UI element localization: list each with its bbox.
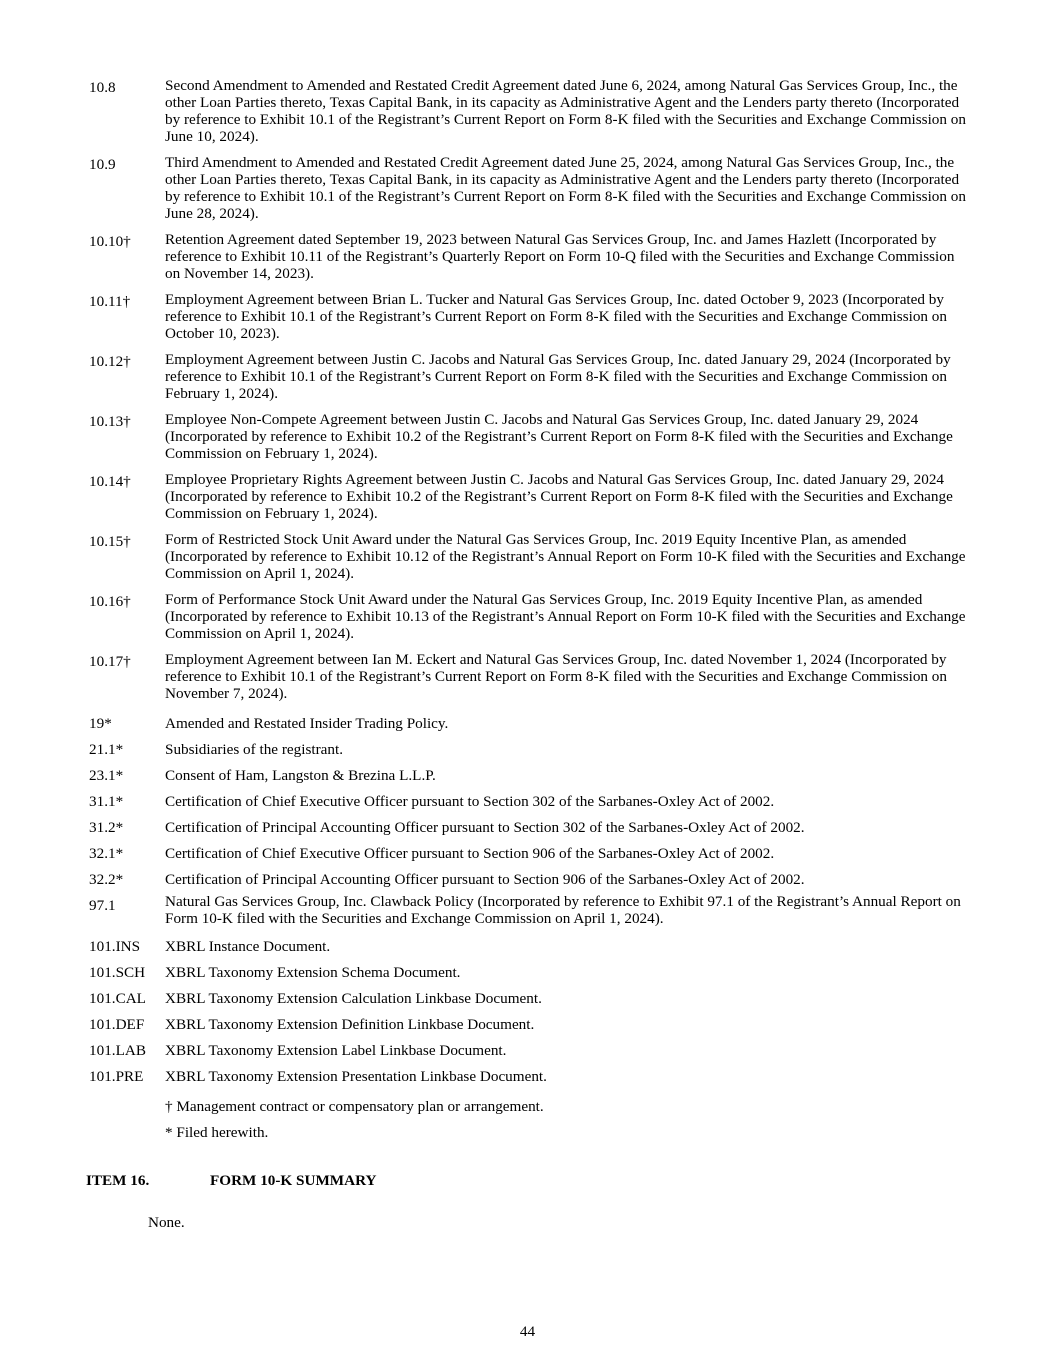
exhibit-row bbox=[89, 154, 969, 222]
exhibit-number: 101.LAB bbox=[89, 1042, 146, 1059]
exhibit-description: Employee Non-Compete Agreement between Justin C. Jacobs and Natural Gas Services Group, Inc. dated January 29, 2024 (Incorporated by reference to Exhibit 10.2 of the Registrant’s Current Report on Form 8-K filed with the Securities and Exchange Commission on February 1, 2024). bbox=[165, 411, 953, 462]
exhibit-number: 101.DEF bbox=[89, 1016, 145, 1033]
exhibit-number: 32.2* bbox=[89, 871, 124, 888]
exhibit-description: Natural Gas Services Group, Inc. Clawback Policy (Incorporated by reference to Exhibit 97.1 of the Registrant’s Annual Report on Form 10-K filed with the Securities and Exchange Commission on April 1, 2024). bbox=[165, 893, 961, 927]
exhibit-number: 101.PRE bbox=[89, 1068, 144, 1085]
exhibit-number: 97.1 bbox=[89, 897, 116, 914]
exhibit-description: Employment Agreement between Justin C. Jacobs and Natural Gas Services Group, Inc. dated January 29, 2024 (Incorporated by reference to Exhibit 10.1 of the Registrant’s Current Report on Form 8-K filed with the Securities and Exchange Commission on February 1, 2024). bbox=[165, 351, 951, 402]
exhibit-description: XBRL Taxonomy Extension Definition Linkbase Document. bbox=[165, 1016, 535, 1033]
exhibit-number: 21.1* bbox=[89, 741, 124, 758]
footnotes bbox=[165, 1094, 544, 1146]
exhibit-number: 10.8 bbox=[89, 79, 116, 96]
item-number: ITEM 16. bbox=[86, 1172, 150, 1189]
exhibit-row bbox=[89, 351, 969, 402]
exhibit-description: Certification of Chief Executive Officer pursuant to Section 906 of the Sarbanes-Oxley Act of 2002. bbox=[165, 845, 775, 862]
exhibit-number: 19* bbox=[89, 715, 112, 732]
exhibit-description: Third Amendment to Amended and Restated Credit Agreement dated June 25, 2024, among Natural Gas Services Group, Inc., the other Loan Parties thereto, Texas Capital Bank, in its capacity as Administrative Agent and the Lenders party thereto (Incorporated by reference to Exhibit 10.1 of the Registrant’s Current Report on Form 8-K filed with the Securities and Exchange Commission on June 28, 2024). bbox=[165, 154, 966, 222]
exhibit-row bbox=[89, 531, 969, 582]
exhibit-description: XBRL Taxonomy Extension Label Linkbase Document. bbox=[165, 1042, 507, 1059]
exhibit-row bbox=[89, 934, 969, 960]
exhibit-number: 10.17† bbox=[89, 653, 131, 670]
exhibit-row bbox=[89, 789, 969, 815]
exhibit-row bbox=[89, 1064, 969, 1090]
exhibit-row bbox=[89, 737, 969, 763]
page-number: 44 bbox=[519, 1323, 536, 1340]
exhibit-description: Consent of Ham, Langston & Brezina L.L.P. bbox=[165, 767, 436, 784]
exhibit-number: 32.1* bbox=[89, 845, 124, 862]
footnote-filed: * Filed herewith. bbox=[165, 1124, 269, 1141]
footnote-management: † Management contract or compensatory plan or arrangement. bbox=[165, 1098, 544, 1115]
exhibit-row bbox=[89, 231, 969, 282]
exhibit-number: 10.13† bbox=[89, 413, 131, 430]
exhibit-number: 10.10† bbox=[89, 233, 131, 250]
exhibit-description: XBRL Instance Document. bbox=[165, 938, 331, 955]
exhibit-description: Form of Restricted Stock Unit Award under the Natural Gas Services Group, Inc. 2019 Equity Incentive Plan, as amended (Incorporated by reference to Exhibit 10.12 of the Registrant’s Annual Report on Form 10-K filed with the Securities and Exchange Commission on April 1, 2024). bbox=[165, 531, 966, 582]
exhibit-number: 31.1* bbox=[89, 793, 124, 810]
exhibit-description: Subsidiaries of the registrant. bbox=[165, 741, 343, 758]
exhibit-description: XBRL Taxonomy Extension Calculation Linkbase Document. bbox=[165, 990, 542, 1007]
exhibit-description: Second Amendment to Amended and Restated Credit Agreement dated June 6, 2024, among Natural Gas Services Group, Inc., the other Loan Parties thereto, Texas Capital Bank, in its capacity as Administrative Agent and the Lenders party thereto (Incorporated by reference to Exhibit 10.1 of the Registrant’s Current Report on Form 8-K filed with the Securities and Exchange Commission on June 10, 2024). bbox=[165, 77, 966, 145]
exhibit-row bbox=[89, 986, 969, 1012]
exhibit-row bbox=[89, 893, 969, 927]
exhibit-description: Certification of Principal Accounting Officer pursuant to Section 906 of the Sarbanes-Oxley Act of 2002. bbox=[165, 871, 805, 888]
item-16-heading bbox=[86, 1170, 377, 1192]
exhibit-number: 10.15† bbox=[89, 533, 131, 550]
exhibit-row bbox=[89, 763, 969, 789]
exhibit-number: 101.CAL bbox=[89, 990, 146, 1007]
exhibit-row bbox=[89, 77, 969, 145]
exhibit-number: 10.16† bbox=[89, 593, 131, 610]
exhibit-row bbox=[89, 960, 969, 986]
item-16-body: None. bbox=[148, 1214, 185, 1231]
exhibit-number: 10.12† bbox=[89, 353, 131, 370]
exhibit-number: 10.9 bbox=[89, 156, 116, 173]
exhibit-number: 31.2* bbox=[89, 819, 124, 836]
exhibit-description: Employment Agreement between Ian M. Eckert and Natural Gas Services Group, Inc. dated November 1, 2024 (Incorporated by reference to Exhibit 10.1 of the Registrant’s Current Report on Form 8-K filed with the Securities and Exchange Commission on November 7, 2024). bbox=[165, 651, 947, 702]
exhibit-row bbox=[89, 471, 969, 522]
exhibit-row bbox=[89, 711, 969, 737]
exhibit-row bbox=[89, 1038, 969, 1064]
exhibit-description: Certification of Principal Accounting Officer pursuant to Section 302 of the Sarbanes-Oxley Act of 2002. bbox=[165, 819, 805, 836]
exhibit-description: Employment Agreement between Brian L. Tucker and Natural Gas Services Group, Inc. dated October 9, 2023 (Incorporated by reference to Exhibit 10.1 of the Registrant’s Current Report on Form 8-K filed with the Securities and Exchange Commission on October 10, 2023). bbox=[165, 291, 947, 342]
exhibit-number: 101.INS bbox=[89, 938, 141, 955]
exhibit-number: 10.11† bbox=[89, 293, 131, 310]
exhibit-description: Amended and Restated Insider Trading Policy. bbox=[165, 715, 449, 732]
exhibit-description: Certification of Chief Executive Officer pursuant to Section 302 of the Sarbanes-Oxley Act of 2002. bbox=[165, 793, 775, 810]
exhibit-row bbox=[89, 815, 969, 841]
exhibit-row bbox=[89, 591, 969, 642]
exhibit-description: XBRL Taxonomy Extension Presentation Linkbase Document. bbox=[165, 1068, 547, 1085]
exhibit-row bbox=[89, 651, 969, 702]
item-title: FORM 10-K SUMMARY bbox=[210, 1172, 377, 1189]
exhibit-description: Form of Performance Stock Unit Award under the Natural Gas Services Group, Inc. 2019 Equity Incentive Plan, as amended (Incorporated by reference to Exhibit 10.13 of the Registrant’s Annual Report on Form 10-K filed with the Securities and Exchange Commission on April 1, 2024). bbox=[165, 591, 966, 642]
exhibit-description: Retention Agreement dated September 19, 2023 between Natural Gas Services Group, Inc. and James Hazlett (Incorporated by reference to Exhibit 10.11 of the Registrant’s Quarterly Report on Form 10-Q filed with the Securities and Exchange Commission on November 14, 2023). bbox=[165, 231, 955, 282]
exhibit-row bbox=[89, 1012, 969, 1038]
exhibit-row bbox=[89, 841, 969, 867]
exhibit-description: XBRL Taxonomy Extension Schema Document. bbox=[165, 964, 461, 981]
exhibit-number: 10.14† bbox=[89, 473, 131, 490]
exhibit-description: Employee Proprietary Rights Agreement between Justin C. Jacobs and Natural Gas Services Group, Inc. dated January 29, 2024 (Incorporated by reference to Exhibit 10.2 of the Registrant’s Current Report on Form 8-K filed with the Securities and Exchange Commission on February 1, 2024). bbox=[165, 471, 953, 522]
exhibit-row bbox=[89, 411, 969, 462]
exhibit-row bbox=[89, 291, 969, 342]
exhibit-number: 23.1* bbox=[89, 767, 124, 784]
exhibit-number: 101.SCH bbox=[89, 964, 146, 981]
exhibit-list bbox=[89, 77, 969, 1090]
exhibit-row bbox=[89, 867, 969, 893]
